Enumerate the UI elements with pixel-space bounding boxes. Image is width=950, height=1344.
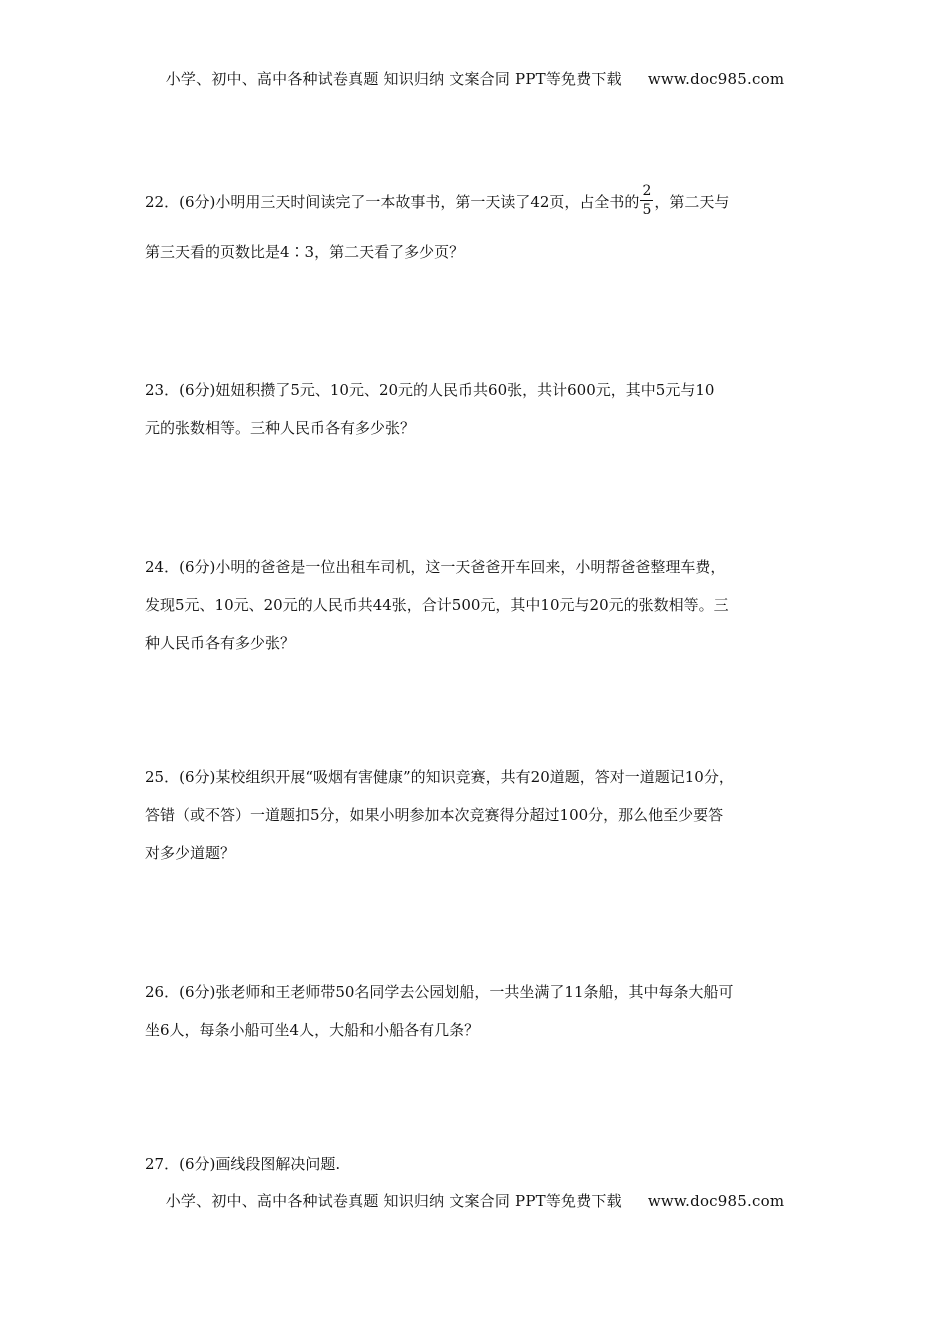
question-22 [145, 183, 813, 271]
question-26 [145, 973, 813, 1049]
question-27 [145, 1145, 813, 1183]
footer-site: www.doc985.com [647, 1192, 785, 1210]
question-26-line-2: 坐6人，每条小船可坐4人，大船和小船各有几条？ [145, 1021, 480, 1039]
fraction-two-fifths [640, 183, 653, 218]
fraction-bar [640, 200, 653, 201]
question-23 [145, 371, 813, 447]
page-footer [0, 1190, 950, 1211]
header-site: www.doc985.com [647, 70, 785, 88]
question-24-line-1: 24．(6分)小明的爸爸是一位出租车司机，这一天爸爸开车回来，小明帮爸爸整理车费， [145, 558, 726, 576]
question-24-line-2: 发现5元、10元、20元的人民币共44张，合计500元，其中10元与20元的张数相等。三 [145, 596, 729, 614]
header-text: 小学、初中、高中各种试卷真题 知识归纳 文案合同 PPT等免费下载 [165, 70, 622, 88]
question-27-line-1: 27．(6分)画线段图解决问题. [145, 1155, 341, 1173]
question-24 [145, 548, 813, 662]
footer-text: 小学、初中、高中各种试卷真题 知识归纳 文案合同 PPT等免费下载 [165, 1192, 622, 1210]
question-22-text-after: ，第二天与 [654, 193, 730, 211]
question-24-line-3: 种人民币各有多少张？ [145, 634, 296, 652]
question-22-line-1 [145, 183, 813, 221]
page-header [0, 68, 950, 89]
fraction-numerator: 2 [642, 182, 652, 199]
question-22-line-2: 第三天看的页数比是4∶3，第二天看了多少页？ [145, 243, 465, 261]
question-25-line-3: 对多少道题？ [145, 844, 236, 862]
question-25-line-2: 答错（或不答）一道题扣5分，如果小明参加本次竞赛得分超过100分，那么他至少要答 [145, 806, 724, 824]
question-25-line-1: 25．(6分)某校组织开展“吸烟有害健康”的知识竞赛，共有20道题，答对一道题记10分， [145, 768, 734, 786]
question-23-line-2: 元的张数相等。三种人民币各有多少张？ [145, 419, 416, 437]
question-22-text-before: 22．(6分)小明用三天时间读完了一本故事书，第一天读了42页，占全书的 [145, 193, 640, 211]
question-26-line-1: 26．(6分)张老师和王老师带50名同学去公园划船，一共坐满了11条船，其中每条大船可 [145, 983, 734, 1001]
question-23-line-1: 23．(6分)妞妞积攒了5元、10元、20元的人民币共60张，共计600元，其中5元与10 [145, 381, 715, 399]
question-25 [145, 758, 813, 872]
fraction-denominator: 5 [642, 201, 652, 218]
